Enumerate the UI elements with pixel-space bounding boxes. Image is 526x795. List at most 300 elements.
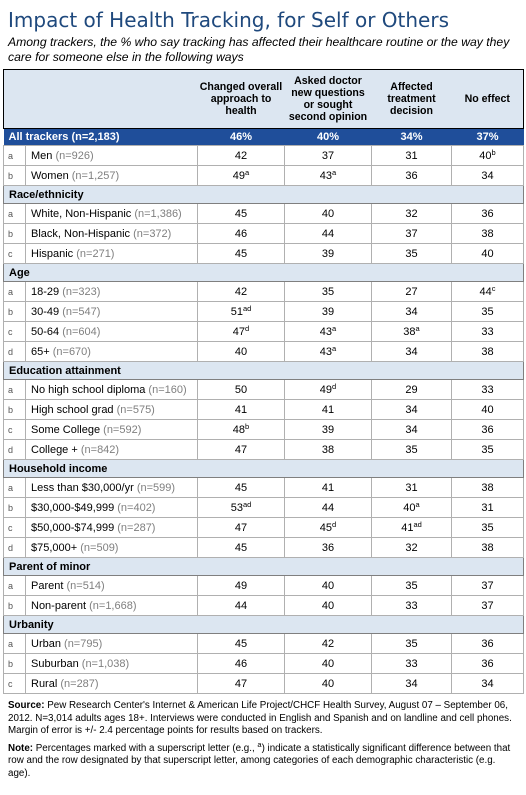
row-label <box>26 204 198 224</box>
value-cell <box>198 342 285 362</box>
column-header: Asked doctor new questions or sought second opinion <box>285 70 372 129</box>
value-number: 49 <box>232 169 246 182</box>
value-cell <box>198 146 285 166</box>
value-cell <box>285 674 372 694</box>
value-cell <box>198 282 285 302</box>
row-label-text: White, Non-Hispanic <box>31 207 132 220</box>
row-label-text: Hispanic <box>31 247 74 260</box>
table-row <box>4 224 524 244</box>
value-number: 50 <box>234 383 248 396</box>
row-label <box>26 146 198 166</box>
row-sample-size: (n=1,386) <box>134 207 182 220</box>
value-number: 36 <box>321 541 335 554</box>
row-label-text: Suburban <box>31 657 79 670</box>
row-label-text: Women <box>31 169 69 182</box>
table-row <box>4 166 524 186</box>
value-cell <box>452 478 524 498</box>
section-title: Race/ethnicity <box>4 186 524 204</box>
row-code: c <box>4 674 26 694</box>
row-label-text: No high school diploma <box>31 383 146 396</box>
value-cell <box>285 498 372 518</box>
value-number: 47 <box>234 443 248 456</box>
row-code: a <box>4 634 26 654</box>
value-cell <box>372 674 452 694</box>
row-label <box>26 674 198 694</box>
value-number: 35 <box>405 247 418 260</box>
row-sample-size: (n=842) <box>80 443 120 456</box>
section-header-row <box>4 460 524 478</box>
value-cell <box>372 322 452 342</box>
row-code: d <box>4 440 26 460</box>
significance-marker: b <box>245 421 250 431</box>
value-cell <box>198 538 285 558</box>
row-code: a <box>4 478 26 498</box>
value-cell <box>198 244 285 264</box>
row-label <box>26 440 198 460</box>
value-cell <box>198 224 285 244</box>
row-label-text: Urban <box>31 637 61 650</box>
row-label-text: 18-29 <box>31 285 60 298</box>
source-text: Pew Research Center's Internet & American Life Project/CHCF Health Survey, August 07 – September 06, 2012. N=3,014 adults ages 18+. Interviews were conducted in English and Spanish and on landline and cell phones. Margin of error is +/- 2.4 percentage points for results based on trackers. <box>8 700 512 736</box>
all-trackers-row <box>4 129 524 146</box>
row-code: b <box>4 400 26 420</box>
value-cell <box>198 654 285 674</box>
value-cell <box>372 146 452 166</box>
value-number: 44 <box>479 285 492 298</box>
value-number: 46 <box>234 227 248 240</box>
row-sample-size: (n=514) <box>66 579 105 592</box>
all-trackers-value: 37% <box>452 129 524 146</box>
significance-marker: c <box>491 283 496 293</box>
row-sample-size: (n=1,668) <box>89 599 137 612</box>
value-number: 45 <box>234 207 248 220</box>
value-number: 31 <box>481 501 494 514</box>
value-number: 35 <box>405 579 418 592</box>
value-number: 33 <box>405 599 418 612</box>
row-sample-size: (n=287) <box>117 521 156 534</box>
row-code: b <box>4 596 26 616</box>
page-subtitle: Among trackers, the % who say tracking has affected their healthcare routine or the way they care for someone else in the following ways <box>8 35 510 64</box>
value-cell <box>452 420 524 440</box>
value-number: 34 <box>405 345 418 358</box>
value-number: 35 <box>481 521 494 534</box>
value-cell <box>198 478 285 498</box>
significance-marker: a <box>332 323 337 333</box>
source-note <box>8 700 520 738</box>
row-label <box>26 420 198 440</box>
significance-marker: d <box>332 381 337 391</box>
table-row <box>4 596 524 616</box>
section-title: Education attainment <box>4 362 524 380</box>
value-cell <box>285 342 372 362</box>
row-label <box>26 518 198 538</box>
value-cell <box>372 634 452 654</box>
value-cell <box>452 282 524 302</box>
value-number: 37 <box>405 227 418 240</box>
value-cell <box>452 342 524 362</box>
value-cell <box>452 538 524 558</box>
value-number: 35 <box>481 305 494 318</box>
table-row <box>4 204 524 224</box>
table-row <box>4 146 524 166</box>
footnote <box>8 739 520 781</box>
row-code: b <box>4 166 26 186</box>
value-number: 43 <box>319 325 333 338</box>
row-code: c <box>4 518 26 538</box>
row-label-text: Some College <box>31 423 101 436</box>
value-cell <box>372 342 452 362</box>
value-number: 31 <box>405 481 418 494</box>
value-cell <box>198 498 285 518</box>
table-row <box>4 518 524 538</box>
value-number: 40 <box>321 657 335 670</box>
value-number: 44 <box>234 599 248 612</box>
value-cell <box>372 380 452 400</box>
row-code: c <box>4 322 26 342</box>
value-cell <box>372 654 452 674</box>
value-number: 35 <box>405 443 418 456</box>
table-row <box>4 322 524 342</box>
value-number: 37 <box>321 149 335 162</box>
value-cell <box>372 518 452 538</box>
row-label-text: College + <box>31 443 78 456</box>
value-number: 49 <box>319 383 333 396</box>
row-sample-size: (n=604) <box>62 325 101 338</box>
significance-marker: ad <box>413 519 422 529</box>
row-sample-size: (n=599) <box>136 481 176 494</box>
value-cell <box>452 244 524 264</box>
row-label <box>26 400 198 420</box>
table-row <box>4 634 524 654</box>
value-number: 36 <box>481 657 494 670</box>
value-cell <box>285 322 372 342</box>
row-code: c <box>4 244 26 264</box>
value-cell <box>452 204 524 224</box>
value-cell <box>198 576 285 596</box>
value-cell <box>452 498 524 518</box>
value-number: 47 <box>232 325 246 338</box>
value-cell <box>372 224 452 244</box>
value-number: 33 <box>405 657 418 670</box>
value-number: 43 <box>319 169 333 182</box>
section-header-row <box>4 558 524 576</box>
value-number: 39 <box>321 423 335 436</box>
table-row <box>4 576 524 596</box>
value-number: 45 <box>319 521 333 534</box>
value-number: 38 <box>403 325 416 338</box>
row-sample-size: (n=160) <box>148 383 187 396</box>
value-number: 36 <box>481 423 494 436</box>
value-number: 41 <box>321 403 335 416</box>
value-number: 36 <box>481 637 494 650</box>
value-number: 33 <box>481 383 494 396</box>
row-label-text: 30-49 <box>31 305 60 318</box>
row-label <box>26 342 198 362</box>
row-code: b <box>4 654 26 674</box>
value-cell <box>372 440 452 460</box>
value-number: 37 <box>481 579 494 592</box>
value-number: 45 <box>234 247 248 260</box>
value-cell <box>285 166 372 186</box>
value-cell <box>372 302 452 322</box>
row-sample-size: (n=271) <box>76 247 115 260</box>
row-label-text: Black, Non-Hispanic <box>31 227 131 240</box>
value-cell <box>372 498 452 518</box>
table-row <box>4 440 524 460</box>
row-code: d <box>4 538 26 558</box>
row-label-text: Rural <box>31 677 58 690</box>
row-label-text: $75,000+ <box>31 541 78 554</box>
value-number: 40 <box>321 677 335 690</box>
value-number: 44 <box>321 501 335 514</box>
table-row <box>4 498 524 518</box>
row-code: a <box>4 204 26 224</box>
table-row <box>4 538 524 558</box>
value-number: 38 <box>481 345 494 358</box>
value-number: 31 <box>405 149 418 162</box>
significance-marker: a <box>415 323 420 333</box>
row-label <box>26 538 198 558</box>
value-number: 44 <box>321 227 335 240</box>
value-number: 40 <box>481 247 494 260</box>
row-sample-size: (n=402) <box>117 501 156 514</box>
row-sample-size: (n=547) <box>62 305 101 318</box>
value-cell <box>285 244 372 264</box>
value-number: 39 <box>321 305 335 318</box>
section-header-row <box>4 362 524 380</box>
row-label-text: $50,000-$74,999 <box>31 521 115 534</box>
table-row <box>4 420 524 440</box>
row-label-text: Less than $30,000/yr <box>31 481 134 494</box>
value-number: 46 <box>234 657 248 670</box>
table-row <box>4 342 524 362</box>
row-sample-size: (n=795) <box>64 637 103 650</box>
value-number: 34 <box>405 403 418 416</box>
value-cell <box>452 440 524 460</box>
value-cell <box>285 538 372 558</box>
table-row <box>4 282 524 302</box>
value-number: 32 <box>405 207 418 220</box>
value-number: 53 <box>230 501 243 514</box>
value-number: 40 <box>321 579 335 592</box>
header-blank-cell <box>4 70 198 129</box>
value-number: 47 <box>234 677 248 690</box>
value-cell <box>285 380 372 400</box>
value-number: 34 <box>405 423 418 436</box>
row-code: b <box>4 302 26 322</box>
value-number: 36 <box>405 169 418 182</box>
value-number: 39 <box>321 247 335 260</box>
all-trackers-value: 46% <box>198 129 285 146</box>
results-table <box>3 69 524 694</box>
header-row <box>4 70 524 129</box>
value-cell <box>372 244 452 264</box>
value-cell <box>198 380 285 400</box>
table-row <box>4 302 524 322</box>
row-sample-size: (n=287) <box>60 677 99 690</box>
row-code: a <box>4 282 26 302</box>
significance-marker: a <box>245 167 250 177</box>
value-number: 32 <box>405 541 418 554</box>
note-sup: a <box>257 739 262 749</box>
value-cell <box>452 576 524 596</box>
value-number: 45 <box>234 481 248 494</box>
value-cell <box>198 596 285 616</box>
value-number: 41 <box>234 403 248 416</box>
value-cell <box>452 166 524 186</box>
value-cell <box>285 634 372 654</box>
value-number: 35 <box>321 285 335 298</box>
value-number: 45 <box>234 541 248 554</box>
value-number: 29 <box>405 383 418 396</box>
all-trackers-label: All trackers (n=2,183) <box>4 129 198 146</box>
value-number: 42 <box>321 637 335 650</box>
value-number: 36 <box>481 207 494 220</box>
column-header: Affected treatment decision <box>372 70 452 129</box>
row-code: a <box>4 146 26 166</box>
value-number: 34 <box>481 169 494 182</box>
row-code: b <box>4 498 26 518</box>
value-number: 38 <box>481 227 494 240</box>
value-cell <box>372 204 452 224</box>
notes <box>8 700 520 780</box>
value-number: 27 <box>405 285 418 298</box>
row-sample-size: (n=372) <box>133 227 172 240</box>
value-cell <box>198 518 285 538</box>
value-cell <box>198 420 285 440</box>
value-cell <box>285 282 372 302</box>
value-cell <box>198 674 285 694</box>
value-cell <box>452 596 524 616</box>
row-label-text: 50-64 <box>31 325 60 338</box>
row-label <box>26 654 198 674</box>
source-label: Source: <box>8 700 45 711</box>
row-label-text: $30,000-$49,999 <box>31 501 115 514</box>
section-title: Age <box>4 264 524 282</box>
row-label-text: Men <box>31 149 53 162</box>
value-cell <box>198 204 285 224</box>
row-label <box>26 224 198 244</box>
value-number: 51 <box>230 305 243 318</box>
value-cell <box>452 518 524 538</box>
value-number: 34 <box>405 677 418 690</box>
row-label <box>26 302 198 322</box>
significance-marker: ad <box>242 499 252 509</box>
row-label <box>26 244 198 264</box>
value-cell <box>285 518 372 538</box>
row-sample-size: (n=926) <box>55 149 94 162</box>
row-label <box>26 478 198 498</box>
value-number: 40 <box>403 501 416 514</box>
significance-marker: a <box>332 343 337 353</box>
row-code: b <box>4 224 26 244</box>
row-sample-size: (n=592) <box>103 423 142 436</box>
value-cell <box>285 420 372 440</box>
section-header-row <box>4 186 524 204</box>
value-number: 37 <box>481 599 494 612</box>
value-cell <box>285 224 372 244</box>
row-code: a <box>4 380 26 400</box>
value-number: 40 <box>321 599 335 612</box>
value-cell <box>372 478 452 498</box>
value-number: 40 <box>234 345 248 358</box>
value-cell <box>198 302 285 322</box>
row-label <box>26 380 198 400</box>
value-cell <box>285 204 372 224</box>
row-sample-size: (n=509) <box>80 541 119 554</box>
row-label <box>26 166 198 186</box>
row-label <box>26 282 198 302</box>
value-number: 33 <box>481 325 494 338</box>
section-title: Household income <box>4 460 524 478</box>
value-number: 49 <box>234 579 248 592</box>
table-row <box>4 400 524 420</box>
value-number: 42 <box>234 285 248 298</box>
value-number: 48 <box>232 423 246 436</box>
value-cell <box>372 576 452 596</box>
row-label-text: Parent <box>31 579 64 592</box>
page-title: Impact of Health Tracking, for Self or Others <box>8 8 450 32</box>
section-title: Urbanity <box>4 616 524 634</box>
all-trackers-value: 40% <box>285 129 372 146</box>
row-label-text: Non-parent <box>31 599 87 612</box>
all-trackers-value: 34% <box>372 129 452 146</box>
value-number: 34 <box>481 677 494 690</box>
row-label-text: High school grad <box>31 403 114 416</box>
value-number: 40 <box>481 403 494 416</box>
significance-marker: a <box>332 167 337 177</box>
significance-marker: a <box>415 499 420 509</box>
row-sample-size: (n=670) <box>52 345 91 358</box>
table-row <box>4 380 524 400</box>
value-cell <box>285 596 372 616</box>
value-cell <box>198 166 285 186</box>
value-number: 34 <box>405 305 418 318</box>
value-cell <box>198 400 285 420</box>
value-number: 42 <box>234 149 248 162</box>
value-cell <box>452 380 524 400</box>
value-cell <box>452 224 524 244</box>
row-sample-size: (n=575) <box>116 403 155 416</box>
value-cell <box>452 146 524 166</box>
value-cell <box>198 322 285 342</box>
significance-marker: d <box>245 323 250 333</box>
table-row <box>4 654 524 674</box>
column-header: No effect <box>452 70 524 129</box>
value-cell <box>372 538 452 558</box>
note-label: Note: <box>8 742 34 754</box>
row-sample-size: (n=1,038) <box>81 657 130 670</box>
value-cell <box>452 674 524 694</box>
value-cell <box>372 166 452 186</box>
significance-marker: b <box>491 147 496 157</box>
value-number: 38 <box>481 541 494 554</box>
value-number: 45 <box>234 637 248 650</box>
value-cell <box>452 302 524 322</box>
value-number: 47 <box>234 521 248 534</box>
value-number: 43 <box>319 345 333 358</box>
row-label <box>26 576 198 596</box>
value-number: 41 <box>321 481 335 494</box>
note-text-after: ) indicate a statistically significant difference between that row and the row designated by that superscript letter, among categories of each demographic characteristic (e.g. age). <box>8 742 511 779</box>
value-cell <box>372 596 452 616</box>
section-header-row <box>4 264 524 282</box>
value-cell <box>372 420 452 440</box>
value-number: 40 <box>321 207 335 220</box>
value-cell <box>285 654 372 674</box>
value-cell <box>285 576 372 596</box>
row-label <box>26 322 198 342</box>
